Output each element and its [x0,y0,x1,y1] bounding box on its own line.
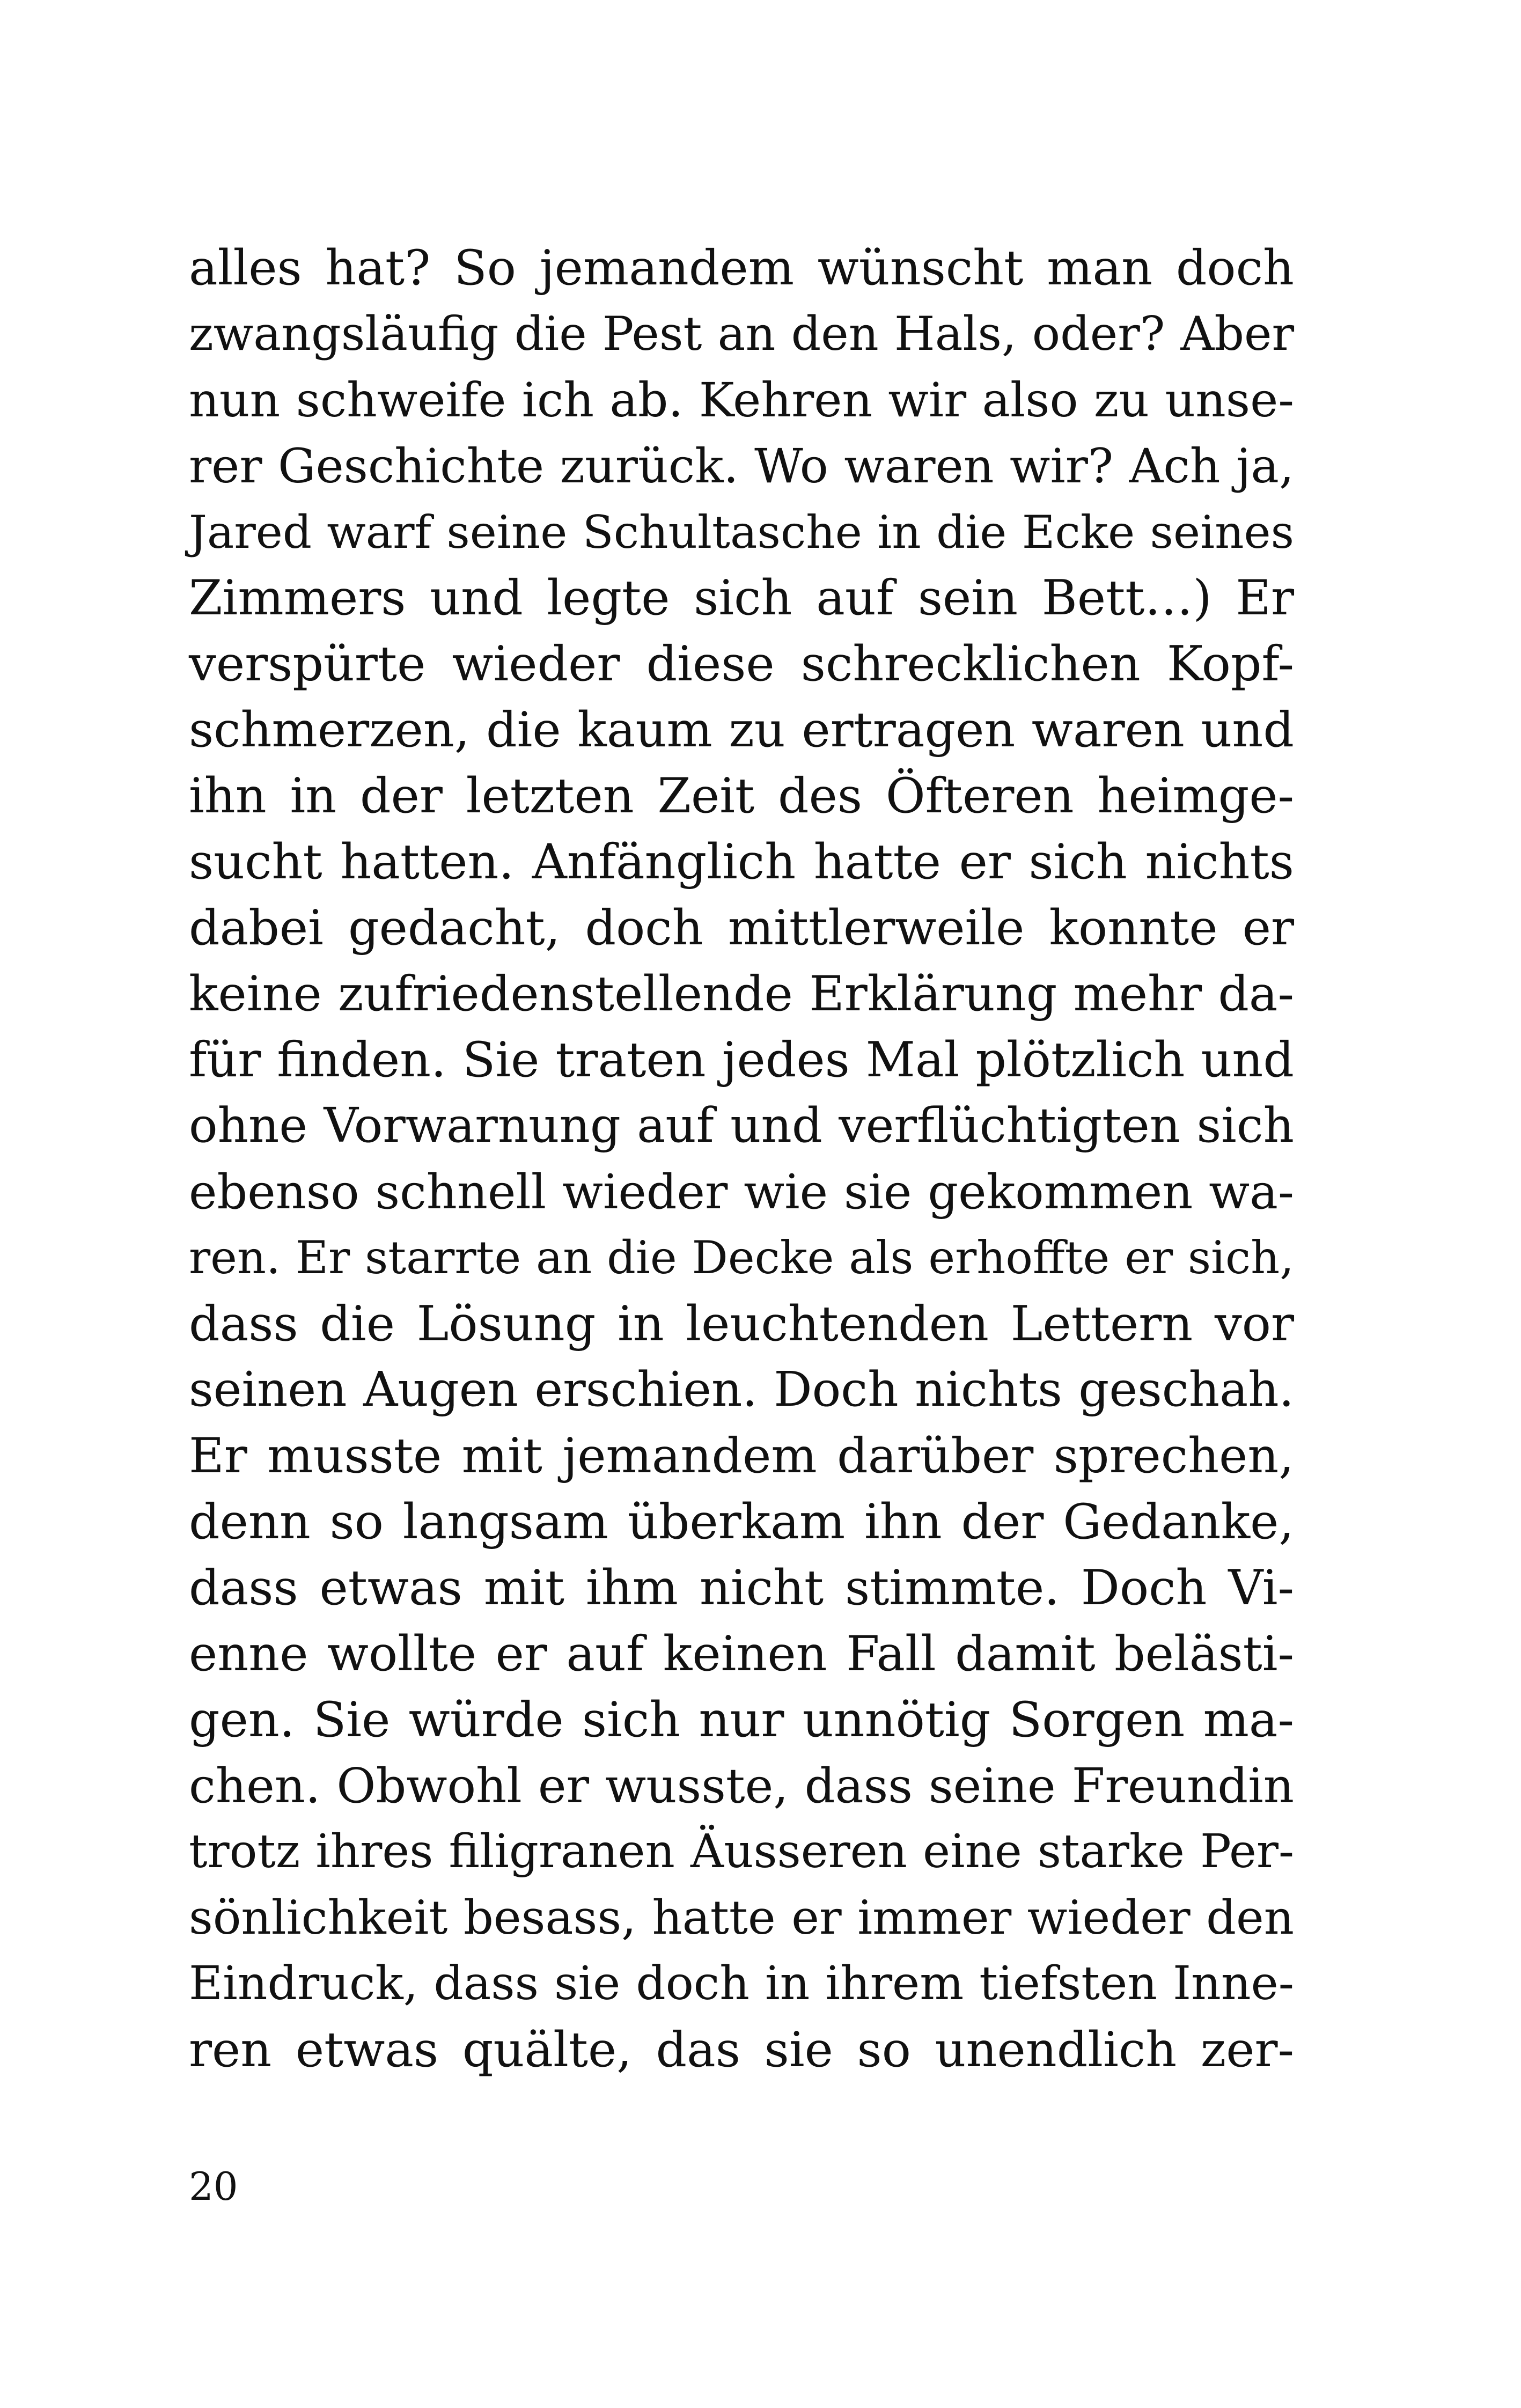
text-line: Zimmers und legte sich auf sein Bett…) Er [189,570,1294,626]
text-line: ihn in der letzten Zeit des Öfteren heimge- [189,768,1294,824]
text-line: zwangsläufig die Pest an den Hals, oder? Aber [189,306,1294,361]
text-line: Eindruck, dass sie doch in ihrem tiefsten Inne- [189,1957,1294,2010]
text-line: dass etwas mit ihm nicht stimmte. Doch Vi- [189,1560,1294,1616]
text-line: ren etwas quälte, das sie so unendlich zer- [189,2022,1294,2078]
text-line: chen. Obwohl er wusste, dass seine Freundin [189,1758,1294,1814]
text-line: rer Geschichte zurück. Wo waren wir? Ach ja, [189,438,1294,494]
text-line: trotz ihres filigranen Äusseren eine starke Per- [189,1825,1294,1878]
page-number: 20 [189,2164,238,2209]
text-line: dass die Lösung in leuchtenden Lettern vor [189,1296,1294,1352]
text-line: denn so langsam überkam ihn der Gedanke, [189,1494,1294,1550]
text-line: enne wollte er auf keinen Fall damit belästi- [189,1626,1294,1682]
text-line: nun schweife ich ab. Kehren wir also zu unse- [189,372,1294,428]
text-line: Jared warf seine Schultasche in die Ecke seines [189,505,1294,559]
text-line: Er musste mit jemandem darüber sprechen, [189,1428,1294,1484]
text-line: sönlichkeit besass, hatte er immer wieder den [189,1890,1294,1945]
body-text [189,235,1294,2083]
text-line: alles hat? So jemandem wünscht man doch [189,240,1294,296]
text-line: sucht hatten. Anfänglich hatte er sich nichts [189,834,1294,890]
text-line: für finden. Sie traten jedes Mal plötzlich und [189,1032,1294,1088]
text-line: ren. Er starrte an die Decke als erhoffte er sich, [189,1231,1294,1284]
text-line: verspürte wieder diese schrecklichen Kopf- [189,636,1294,692]
text-line: schmerzen, die kaum zu ertragen waren und [189,702,1294,758]
text-line: dabei gedacht, doch mittlerweile konnte er [189,900,1294,956]
text-line: ohne Vorwarnung auf und verflüchtigten sich [189,1098,1294,1154]
text-line: seinen Augen erschien. Doch nichts geschah. [189,1362,1294,1418]
text-line: gen. Sie würde sich nur unnötig Sorgen ma- [189,1692,1294,1748]
text-line: keine zufriedenstellende Erklärung mehr da- [189,966,1294,1022]
text-line: ebenso schnell wieder wie sie gekommen wa- [189,1164,1294,1220]
